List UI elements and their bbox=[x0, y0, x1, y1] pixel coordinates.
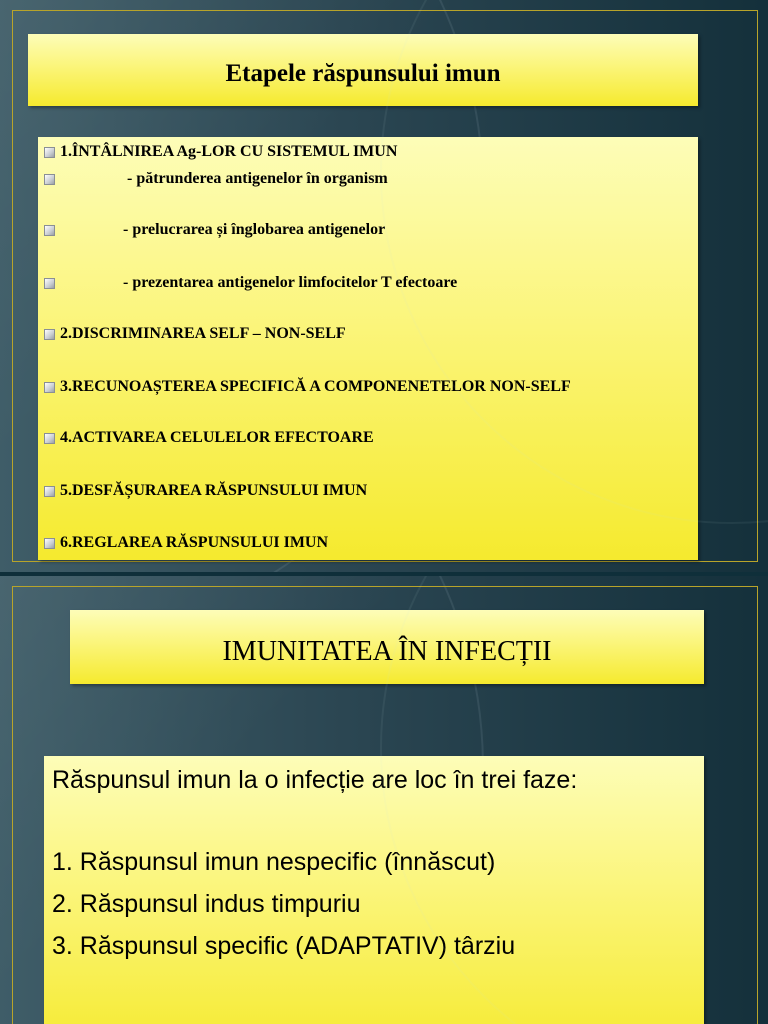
list-item: - pătrunderea antigenelor în organism bbox=[44, 170, 388, 188]
slide-1-title-box bbox=[28, 34, 698, 106]
list-item: 1. Răspunsul imun nespecific (înnăscut) bbox=[52, 848, 496, 876]
list-item: - prelucrarea și înglobarea antigenelor bbox=[44, 221, 385, 239]
slide-2-title: IMUNITATEA ÎN INFECȚII bbox=[222, 636, 552, 667]
list-item: - prezentarea antigenelor limfocitelor T efectoare bbox=[44, 274, 457, 292]
list-item: 2.DISCRIMINAREA SELF – NON-SELF bbox=[44, 325, 346, 343]
checkbox-bullet-icon bbox=[44, 174, 55, 185]
checkbox-bullet-icon bbox=[44, 278, 55, 289]
checkbox-bullet-icon bbox=[44, 486, 55, 497]
slide-2-title-box bbox=[70, 610, 704, 684]
list-item: 3. Răspunsul specific (ADAPTATIV) târziu bbox=[52, 932, 516, 960]
list-item: 4.ACTIVAREA CELULELOR EFECTOARE bbox=[44, 429, 374, 447]
list-item: 6.REGLAREA RĂSPUNSULUI IMUN bbox=[44, 534, 328, 552]
list-item: 5.DESFĂȘURAREA RĂSPUNSULUI IMUN bbox=[44, 482, 367, 500]
checkbox-bullet-icon bbox=[44, 147, 55, 158]
checkbox-bullet-icon bbox=[44, 329, 55, 340]
list-item: 3.RECUNOAȘTEREA SPECIFICĂ A COMPONENETELOR NON-SELF bbox=[44, 378, 571, 396]
slide-1-content-box bbox=[38, 137, 698, 560]
slide-1-title: Etapele răspunsului imun bbox=[225, 60, 501, 87]
list-item: 1.ÎNTÂLNIREA Ag-LOR CU SISTEMUL IMUN bbox=[44, 143, 397, 161]
checkbox-bullet-icon bbox=[44, 433, 55, 444]
list-item: 2. Răspunsul indus timpuriu bbox=[52, 890, 361, 918]
checkbox-bullet-icon bbox=[44, 225, 55, 236]
checkbox-bullet-icon bbox=[44, 382, 55, 393]
slide-2-content-box bbox=[44, 756, 704, 1024]
checkbox-bullet-icon bbox=[44, 538, 55, 549]
slide-2 bbox=[0, 576, 768, 1024]
intro-text: Răspunsul imun la o infecție are loc în trei faze: bbox=[52, 766, 578, 794]
